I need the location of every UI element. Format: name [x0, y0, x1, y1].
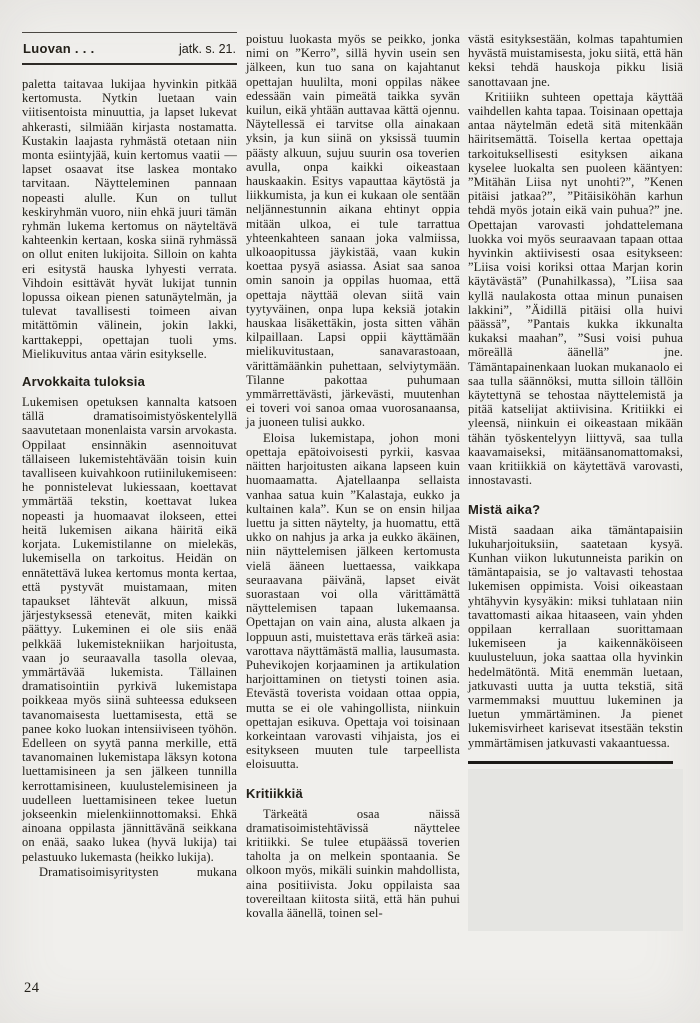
- column-right: [468, 32, 683, 931]
- page-number: 24: [24, 980, 40, 996]
- end-of-article-rule: [468, 761, 673, 764]
- paragraph-left-continuation: paletta taitavaa lukijaa hyvinkin pitkää kertomusta. Nytkin luetaan vain viitisentoista minuuttia, ja lapset lukevat ahkerasti, silmiään kirjasta nostamatta. Kustakin laajasta ryhmästä otetaan niin monta esiintyjää, kuin kertomus vaatii — lapset osaavat itse laskea montako tarvitaan. Näytteleminen pannaan nopeasti alulle. Kun on tullut keskiryhmän vuoro, niin ehkä juuri tämän ryhmän lukema kertomus on näyteltävä kahteenkin kertaan, koska siinä ryhmässä on ollut eniten lukijoita. Silloin on kahta eri esitystä hauska lyhyesti verrata. Vihdoin esittävät hyvät lukijat tunnin lopussa oikean pienen satunäytelmän, ja tulevat tavallisesti toimeen aivan mitättömin välinein, jokin lakki, karttakeppi, opettajan tuoli yms. Mielikuvitus antaa värin esitykselle.: [22, 77, 237, 361]
- section-heading-arvokkaita-tuloksia: Arvokkaita tuloksia: [22, 374, 146, 390]
- paragraph-middle-continuation: poistuu luokasta myös se peikko, jonka nimi on ”Kerro”, sillä hyvin usein sen jälkeen, kun tuo sana on kajahtanut opettajan huulilta, moni oppilas näkee edessään vain pimeätä taikka syvän kuilun, eikä yhtään auttavaa kättä ojennu. Näytellessä ei tarvitse olla ainakaan yksin, ja kun siinä on yksissä tuumin päästy alkuun, sujuu suurin osa toverien avulla, onpa kaikki oikeastaan hauskaakin. Esitys vapauttaa käytöstä ja liikkumista, ja kun ei kukaan ole sentään neljännestunnin aikana ehtinyt oppia mitään ulkoa, ei tule tarrattua yhteenkahteen sanaan joka valmiissa, ulkoaopitussa jäykistää, vaan kukin koettaa pysyä asiassa. Asiat saa sanoa omin sanoin ja oppilas huomaa, että opettaja näyttää olevan siitä vain tyytyväinen, onpa lupa keksiä jotakin hauskaa lisäkettäkin, josta sitten vähän kilpaillaan. Lapsi oppii käyttämään mielikuvitustaan, sanavarastoaan, värittämäänkin puhettaan, selviytymään. Tilanne pakottaa puhumaan ymmärrettävästi, järkevästi, muutenhan ei toveri voi sanoa omaa vuorosanaansa, ja juoneen tulisi aukko.: [246, 32, 460, 430]
- column-left: [22, 32, 237, 931]
- paragraph-left-last-line: Dramatisoimisyritysten mukana: [39, 864, 237, 879]
- article-title: Luovan . . .: [23, 41, 95, 56]
- article-header-row: [22, 33, 237, 65]
- continuation-note: jatk. s. 21.: [179, 42, 236, 56]
- paragraph-right-mista: Mistä saadaan aika tämäntapaisiin lukuharjoituksiin, saatetaan kysyä. Kunhan viikon lukutunneista parikin on tämäntapaisia, se jo valtavasti tehostaa lukemisen oppimista. Voisi oikeastaan yhtähyvin kysyäkin: miksi tuhlataan niin tavattomasti aikaa hitaaseen, vain yhden oppilaan kerrallaan suorittamaan lukemiseen ja kaikennäköiseen kuulusteluun, joka saattaa olla hyvinkin hedelmätöntä. Mitä enemmän luetaan, jatkuvasti uutta ja uutta tekstiä, sitä varmemmaksi muuttuu lukeminen ja luetun ymmärtäminen. Ja pienet lukemisvirheet karisevat itsestään tekstin ymmärtämisen jatkuvasti vakaantuessa.: [468, 522, 683, 750]
- column-middle: [246, 32, 460, 931]
- image-placeholder: [468, 769, 683, 931]
- section-heading-mista-aika: Mistä aika?: [468, 501, 541, 517]
- paragraph-middle-kritiikki: Tärkeätä osaa näissä dramatisoimistehtävissä näyttelee kritiikki. Se tulee etupäässä toverien taholta ja on melkein spontaania. Se olkoon myös, mikäli suinkin mahdollista, aina positiivista. Joku oppilaista saa tovereiltaan kiitosta siitä, että hän puhui kovalla äänellä, toinen sel-: [246, 806, 460, 920]
- section-heading-kritiikkia: Kritiikkiä: [246, 785, 303, 801]
- paragraph-right-continuation: västä esityksestään, kolmas tapahtumien hyvästä muistamisesta, joku siitä, että hän keksi tehdä hauskoja pikku lisiä sanottavaan jne.: [468, 32, 683, 89]
- paragraph-left-results: Lukemisen opetuksen kannalta katsoen tällä dramatisoimistyöskentelyllä saavutetaan monenlaista varsin arvokasta. Oppilaat ensinnäkin asennoituvat tällaiseen lukemistehtävään toisin kuin tavalliseen kuivahkoon rutiinilukemiseen: he ponnistelevat lukiessaan, koettavat ymmärtää tekstin, koettavat lukea nopeasti ja huomaavat ilokseen, ettei heitä lukemisen aikana häiritä eikä korjata. Lukemistilanne on mielekäs, lukemisella on tarkoitus. Heidän on ennätettävä lukea kertomus monta kertaa, että pystyvät muistamaan, miten tapaukset lähtevät alkuun, missä järjestyksessä etenevät, miten kaikki päättyy. Lukeminen ei ole siis enää pelkkää lukemistekniikan harjoitusta, vaan jo seuraavalla tasolla olevaa, ymmärtävää lukemista. Tällainen dramatisointiin pyrkivä lukemistapa poikkeaa myös siinä suhteessa edukseen tavanomaisesta luettamisesta, että se panee koko luokan intensiiviseen työhön. Edelleen on syytä panna merkille, että tavanomainen lukemistapa läksyn kotona luettamisineen ja sen jälkeen tunnilla kerrottamisineen, kuulustelemisineen ja uudelleen luettamisineen tekee luetun jokseenkin mielenkiinnottomaksi. Ehkä ainoana oppilasta jännittävänä seikkana on enää, saako lukea (hyvä lukija) tai pelastuuko lukemasta (heikko lukija).: [22, 395, 237, 864]
- paragraph-right-kritiikin: Kritiiikn suhteen opettaja käyttää vaihdellen kahta tapaa. Toisinaan opettaja antaa näytelmän edetä sitä mitenkään häiritsemättä. Toisella kertaa opettaja tarkoituksellisesti esityksen aikana kyselee luokalta sen puoleen kääntyen: ”Mitähän Liisa nyt unohti?”, ”Kenen pitäisi jatkaa?”, ”Pitäisiköhän karhun tehdä myös jotain eikä vain puhua?” jne. Opettajan varovasti johdattelemana luokka voi myös seuraavaan tapaan ottaa hyvinkin aktiivisesti osaa esitykseen: ”Liisa voisi koriksi ottaa Marjan korin käytävästä” (Punahilkassa), ”Liisa saa kyllä naulakosta ottaa minun punaisen lakkini”, ”Äidillä pitäisi olla huivi päässä”, ”Pantais kukka ikkunalta kukaksi maahan”, ”Susi voisi puhua möreällä äänellä” jne. Tämäntapainenkaan luokan mukanaolo ei saa tulla säännöksi, mutta silloin tällöin käytettynä se tehostaa näyttelemistä ja pitää katselijat aktiivisina. Kritiikki ei yleensä, niinkuin ei oikeastaan mikään tähän työskentelyyn liittyvä, saa tulla kaavamaiseksi, mitäänsanomattomaksi, vaan kritiikkiä on käytettävä varovasti, innostavasti.: [468, 89, 683, 488]
- article-header: [22, 32, 237, 65]
- paragraph-middle-eloisa: Eloisa lukemistapa, johon moni opettaja epätoivoisesti pyrkii, kasvaa näitten harjoitusten aikana lapseen kuin huomaamatta. Ajatellaanpa sellaista vanhaa satua kuin ”Kalastaja, eukko ja kultainen kala”. Kun se on ensin hiljaa luettu ja sitten näytelty, ja huomattu, että ukko on nahjus ja arka ja eukko äkäinen, niin näyttelemisen jälkeen kertomusta vielä ääneen luettaessa, vaikkapa seuraavana päivänä, lapset eivät suorastaan voi olla värittämättä näyttelemisen tapaan lukemaansa. Opettajan on vain aina, alusta alkaen ja loppuun asti, muistettava eräs tärkeä asia: varottava näyttämästä mallia, lausumasta. Puhevikojen korjaaminen ja artikulation harjoittaminen on tietysti toinen asia. Etevästä toverista voidaan ottaa oppia, mutta se ei ole vahingollista, niinkuin opettajan esikuva. Opettaja voi toisinaan korkeintaan varovasti vihjaista, jos ei esitykseen muuten tule tarpeellista eloisuutta.: [246, 430, 460, 772]
